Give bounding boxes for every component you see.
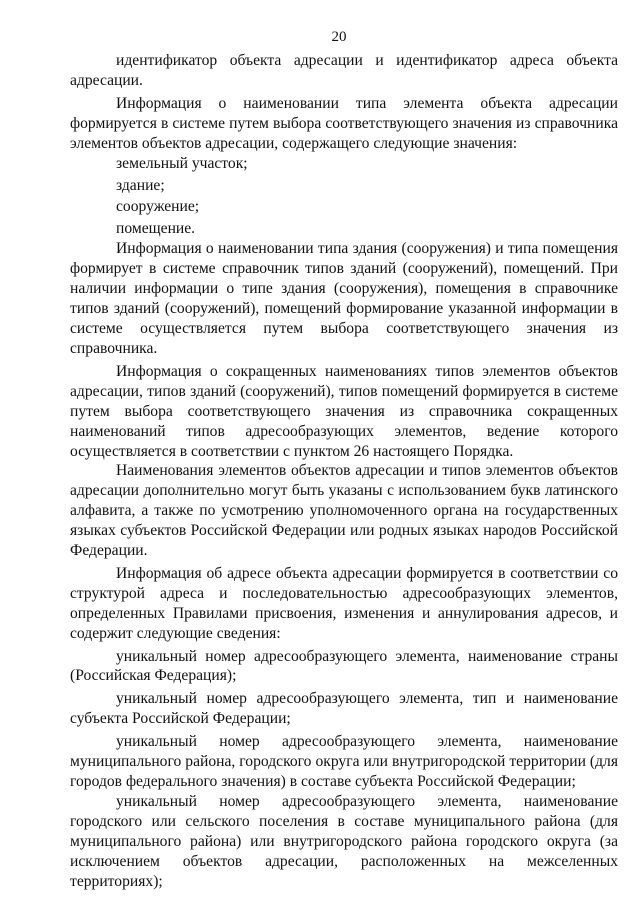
list-item: земельный участок; — [116, 155, 248, 173]
paragraph-identifier: идентификатор объекта адресации и идентификатор адреса объекта адресации. — [70, 51, 618, 89]
document-page — [70, 28, 618, 891]
list-item: сооружение; — [116, 198, 200, 216]
paragraph-latin-names: Наименования элементов объектов адресации и типов элементов объектов адресации дополнительно могут быть указаны с использованием букв латинского алфавита, а также по усмотрению уполномоченного органа на государственных языках субъектов Российской Федерации или родных языках народов Российской Федерации. — [70, 462, 618, 560]
paragraph-element-type-info: Информация о наименовании типа элемента объекта адресации формируется в системе путем выбора соответствующего значения из справочника элементов объектов адресации, содержащего следующие значения: — [70, 94, 618, 152]
paragraph-settlement-element: уникальный номер адресообразующего элемента, наименование городского или сельского поселения в составе муниципального района (для муниципального района) или внутригородского района городского округа (за исключением объектов адресации, расположенных на межселенных территориях); — [70, 792, 618, 890]
list-item: здание; — [116, 176, 165, 194]
paragraph-address-info: Информация об адресе объекта адресации формируется в соответствии со структурой адреса и последовательностью адресообразующих элементов, определенных Правилами присвоения, изменения и аннулирования адресов, и содержит следующие сведения: — [70, 564, 618, 642]
page-number: 20 — [331, 29, 347, 45]
paragraph-municipal-district-element: уникальный номер адресообразующего элемента, наименование муниципального района, городского округа или внутригородской территории (для городов федерального значения) в составе субъекта Российской Федерации; — [70, 733, 618, 790]
element-type-list — [70, 153, 618, 239]
list-item: помещение. — [116, 219, 196, 237]
paragraph-building-type-info: Информация о наименовании типа здания (сооружения) и типа помещения формирует в системе справочник типов зданий (сооружений), помещений. При наличии информации о типе здания (сооружения), помещения в справочнике типов зданий (сооружений), помещений формирование указанной информации в системе осуществляется путем выбора соответствующего значения из справочника. — [70, 240, 618, 357]
paragraph-subject-element: уникальный номер адресообразующего элемента, тип и наименование субъекта Российской Федерации; — [70, 690, 618, 728]
paragraph-abbreviated-names: Информация о сокращенных наименованиях типов элементов объектов адресации, типов зданий (сооружений), типов помещений формируется в системе путем выбора соответствующего значения из справочника сокращенных наименований типов адресообразующих элементов, ведение которого осуществляется в соответствии с пунктом 26 настоящего Порядка. — [70, 362, 618, 460]
paragraph-country-element: уникальный номер адресообразующего элемента, наименование страны (Российская Федерация); — [70, 647, 618, 685]
